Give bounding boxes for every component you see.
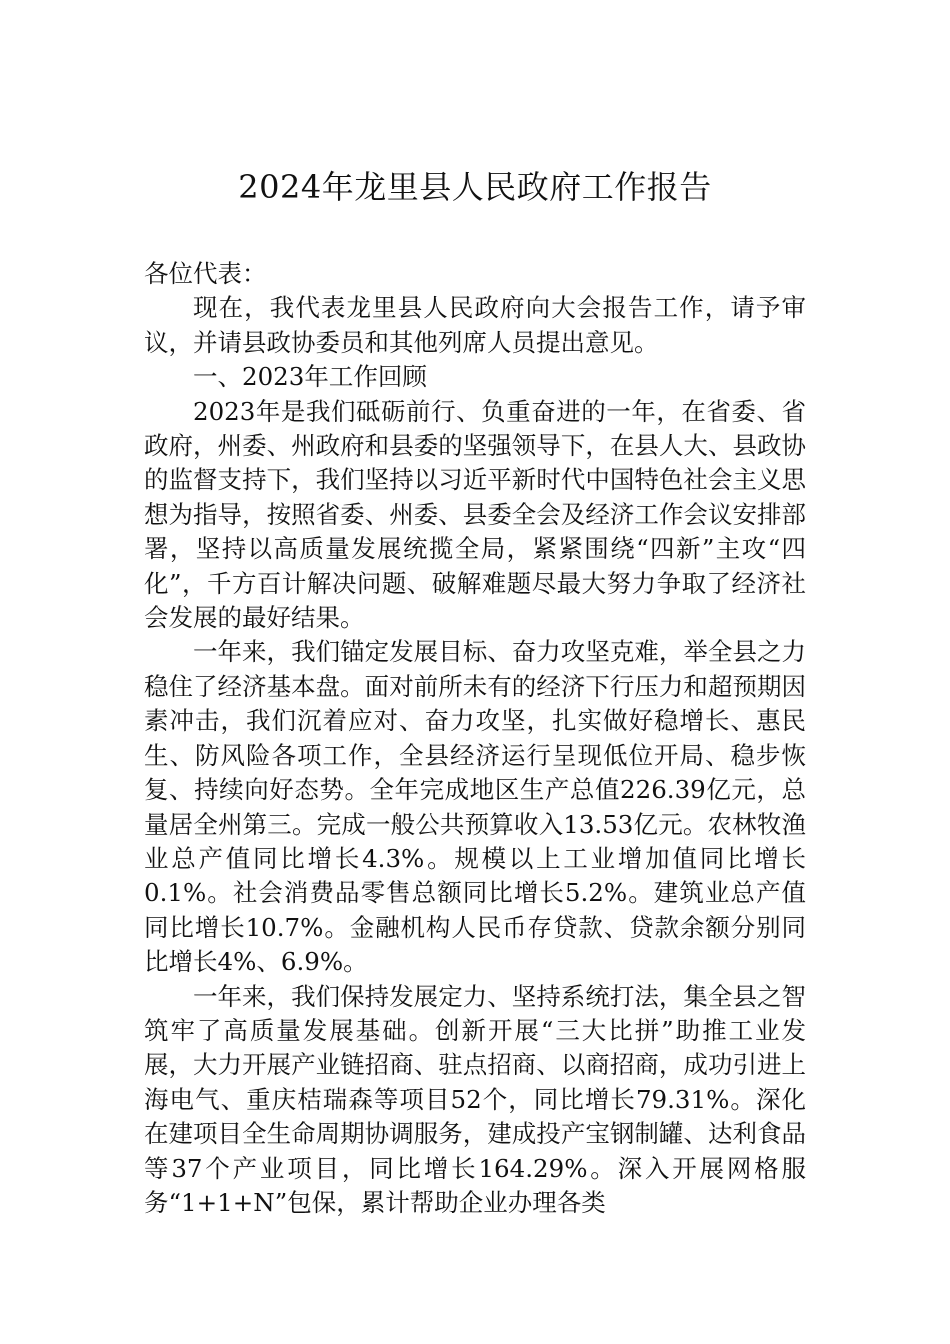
section-heading: 一、2023年工作回顾 bbox=[193, 362, 427, 392]
document-body bbox=[144, 257, 806, 1220]
document-title: 2024年龙里县人民政府工作报告 bbox=[238, 168, 712, 206]
salutation: 各位代表： bbox=[144, 259, 267, 288]
paragraph-development: 一年来，我们保持发展定力、坚持系统打法，集全县之智筑牢了高质量发展基础。创新开展“三大比拼”助推工业发展，大力开展产业链招商、驻点招商、以商招商，成功引进上海电气、重庆桔瑞森等项目52个，同比增长79.31%。深化在建项目全生命周期协调服务，建成投产宝钢制罐、达利食品等37个产业项目，同比增长164.29%。深入开展网格服务“1+1+N”包保，累计帮助企业办理各类 bbox=[144, 981, 806, 1217]
paragraph-intro: 现在，我代表龙里县人民政府向大会报告工作，请予审议，并请县政协委员和其他列席人员提出意见。 bbox=[144, 293, 806, 357]
paragraph-overview: 2023年是我们砥砺前行、负重奋进的一年，在省委、省政府，州委、州政府和县委的坚强领导下，在县人大、县政协的监督支持下，我们坚持以习近平新时代中国特色社会主义思想为指导，按照省委、州委、县委全会及经济工作会议安排部署，坚持以高质量发展统揽全局，紧紧围绕“四新”主攻“四化”，千方百计解决问题、破解难题尽最大努力争取了经济社会发展的最好结果。 bbox=[144, 396, 806, 633]
paragraph-economy: 一年来，我们锚定发展目标、奋力攻坚克难，举全县之力稳住了经济基本盘。面对前所未有的经济下行压力和超预期因素冲击，我们沉着应对、奋力攻坚，扎实做好稳增长、惠民生、防风险各项工作，全县经济运行呈现低位开局、稳步恢复、持续向好态势。全年完成地区生产总值226.39亿元，总量居全州第三。完成一般公共预算收入13.53亿元。农林牧渔业总产值同比增长4.3%。规模以上工业增加值同比增长0.1%。社会消费品零售总额同比增长5.2%。建筑业总产值同比增长10.7%。金融机构人民币存贷款、贷款余额分别同比增长4%、6.9%。 bbox=[144, 637, 806, 977]
